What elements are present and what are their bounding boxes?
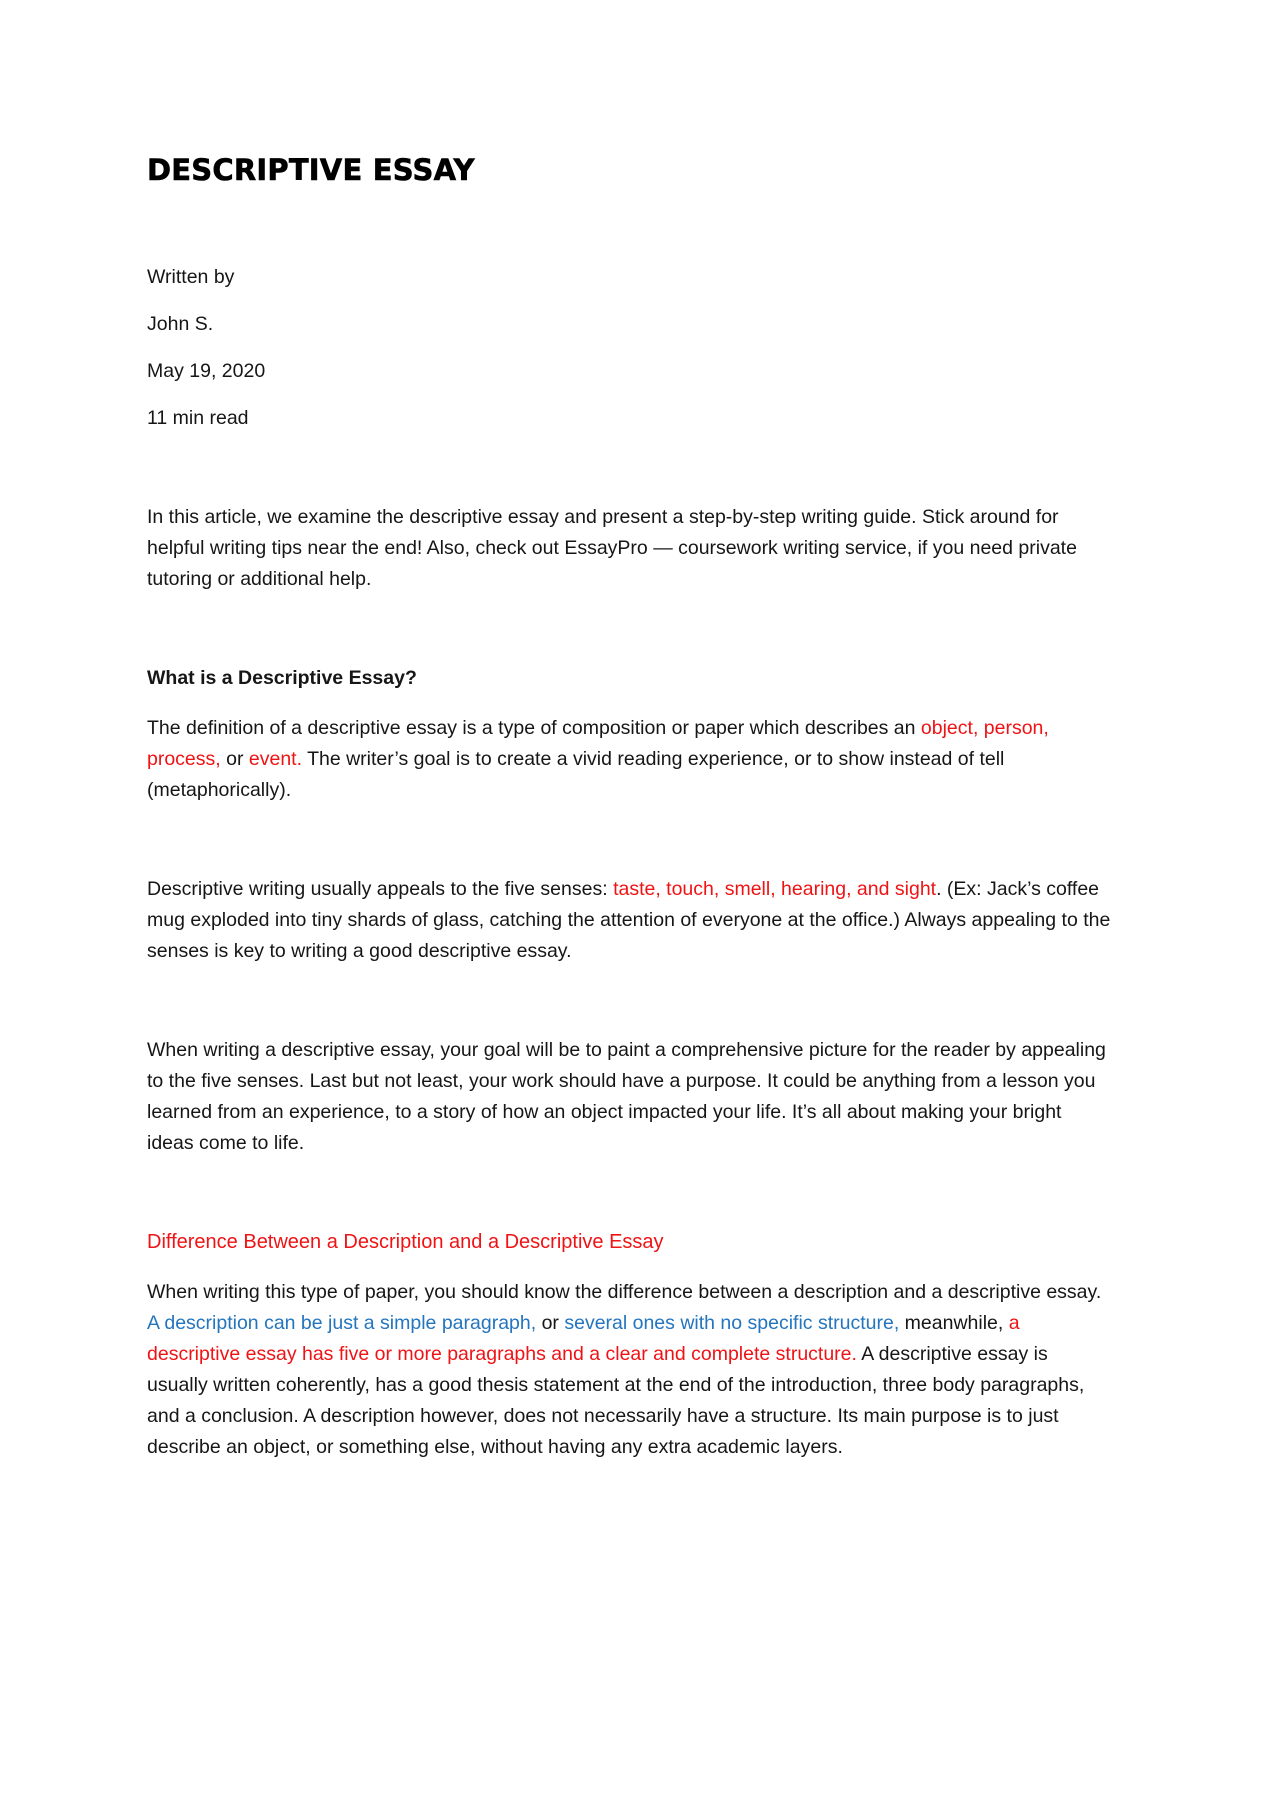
definition-paragraph [147,713,1112,806]
red-text-run: Difference Between a Description and a Descriptive Essay [147,1231,664,1253]
text-run: What is a Descriptive Essay? [147,667,417,689]
red-text-run: a descriptive essay has five or more paragraphs and a clear and complete structure. [147,1312,1020,1365]
text-run: When writing this type of paper, you should know the difference between a description and a descriptive essay. [147,1281,1102,1303]
red-text-run: taste, touch, smell, hearing, and sight [613,878,937,900]
text-run: When writing a descriptive essay, your goal will be to paint a comprehensive picture for the reader by appealing to the five senses. Last but not least, your work should have a purpose. It could be anything from a lesson you learned from an experience, to a story of how an object impacted your life. It’s all about making your bright ideas come to life. [147,1039,1106,1154]
text-run: . (Ex: Jack’s coffee mug exploded into tiny shards of glass, catching the attention of everyone at the office.) Always appealing to the senses is key to writing a good descriptive essay. [147,878,1111,962]
text-run: In this article, we examine the descriptive essay and present a step-by-step writing guide. Stick around for helpful writing tips near the end! Also, check out EssayPro — coursework writing service, if you need private tutoring or additional help. [147,506,1077,590]
byline-author: John S. [147,313,214,335]
byline-read-time: 11 min read [147,407,249,429]
purpose-paragraph [147,1035,1112,1159]
document-title: DESCRIPTIVE ESSAY [147,153,475,187]
text-run: Descriptive writing usually appeals to the five senses: [147,878,614,900]
text-run: A descriptive essay is usually written coherently, has a good thesis statement at the end of the introduction, three body paragraphs, and a conclusion. A description however, does not necessarily have a structure. Its main purpose is to just describe an object, or something else, without having any extra academic layers. [147,1343,1085,1458]
text-run: The writer’s goal is to create a vivid reading experience, or to show instead of tell (metaphorically). [147,748,1005,801]
byline [147,262,1112,434]
blue-text-run: A description can be just a simple paragraph, [147,1312,537,1334]
section-heading-what-is-a-descriptive-essay [147,663,1112,694]
text-run: or [220,748,249,770]
difference-paragraph [147,1277,1112,1463]
byline-written-by-label: Written by [147,266,235,288]
red-text-run: event. [248,748,303,770]
red-text-run: object, person, process, [147,717,1049,770]
intro-paragraph [147,502,1112,595]
byline-date: May 19, 2020 [147,360,266,382]
text-run: The definition of a descriptive essay is a type of composition or paper which describes an [147,717,921,739]
text-run: meanwhile, [899,1312,1009,1334]
blue-text-run: several ones with no specific structure, [564,1312,900,1334]
five-senses-paragraph [147,874,1112,967]
text-run: or [536,1312,565,1334]
section-heading-difference [147,1227,1112,1258]
article-body [147,502,1112,1463]
